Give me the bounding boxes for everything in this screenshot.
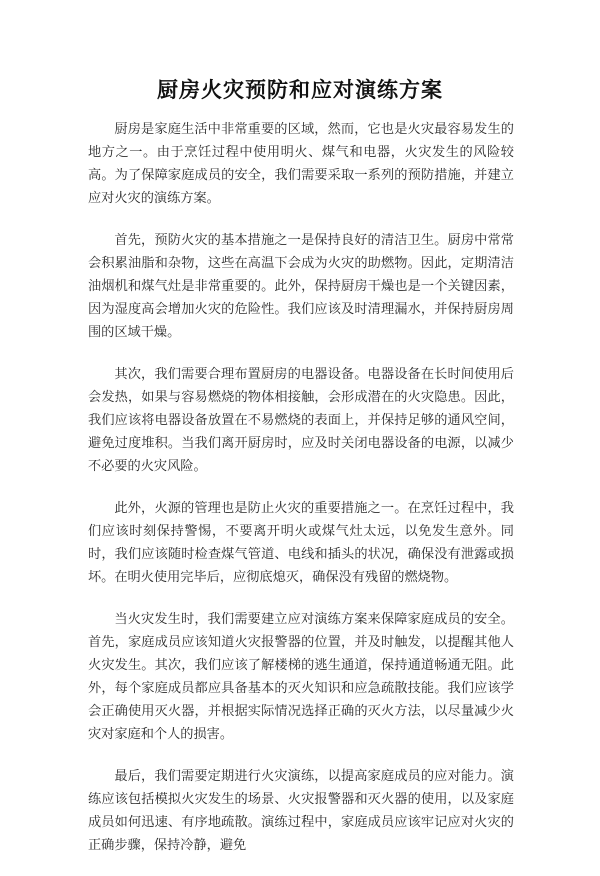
- paragraph-drills: 最后，我们需要定期进行火灾演练，以提高家庭成员的应对能力。演练应该包括模拟火灾发生的场景、火灾报警器和灭火器的使用，以及家庭成员如何迅速、有序地疏散。演练过程中，家庭成员应该牢记应对火灾的正确步骤，保持冷静，避免: [88, 769, 514, 853]
- document-title: 厨房火灾预防和应对演练方案: [157, 78, 443, 102]
- paragraph-fire-source: 此外，火源的管理也是防止火灾的重要措施之一。在烹饪过程中，我们应该时刻保持警惕，不要离开明火或煤气灶太远，以免发生意外。同时，我们应该随时检查煤气管道、电线和插头的状况，确保没有泄露或损坏。在明火使用完毕后，应彻底熄灭，确保没有残留的燃烧物。: [88, 501, 514, 585]
- paragraph-response-plan: 当火灾发生时，我们需要建立应对演练方案来保障家庭成员的安全。首先，家庭成员应该知道火灾报警器的位置，并及时触发，以提醒其他人火灾发生。其次，我们应该了解楼梯的逃生通道，保持通道畅通无阻。此外，每个家庭成员都应具备基本的灭火知识和应急疏散技能。我们应该学会正确使用灭火器，并根据实际情况选择正确的灭火方法，以尽量减少火灾对家庭和个人的损害。: [88, 612, 514, 742]
- paragraph-intro: 厨房是家庭生活中非常重要的区域，然而，它也是火灾最容易发生的地方之一。由于烹饪过程中使用明火、煤气和电器，火灾发生的风险较高。为了保障家庭成员的安全，我们需要采取一系列的预防措施，并建立应对火灾的演练方案。: [88, 122, 514, 206]
- paragraph-appliances: 其次，我们需要合理布置厨房的电器设备。电器设备在长时间使用后会发热，如果与容易燃烧的物体相接触，会形成潜在的火灾隐患。因此，我们应该将电器设备放置在不易燃烧的表面上，并保持足够的通风空间，避免过度堆积。当我们离开厨房时，应及时关闭电器设备的电源，以减少不必要的火灾风险。: [88, 367, 514, 474]
- paragraph-cleanliness: 首先，预防火灾的基本措施之一是保持良好的清洁卫生。厨房中常常会积累油脂和杂物，这些在高温下会成为火灾的助燃物。因此，定期清洁油烟机和煤气灶是非常重要的。此外，保持厨房干燥也是一个关键因素，因为湿度高会增加火灾的危险性。我们应该及时清理漏水，并保持厨房周围的区域干燥。: [88, 233, 514, 340]
- document-body: [88, 118, 514, 876]
